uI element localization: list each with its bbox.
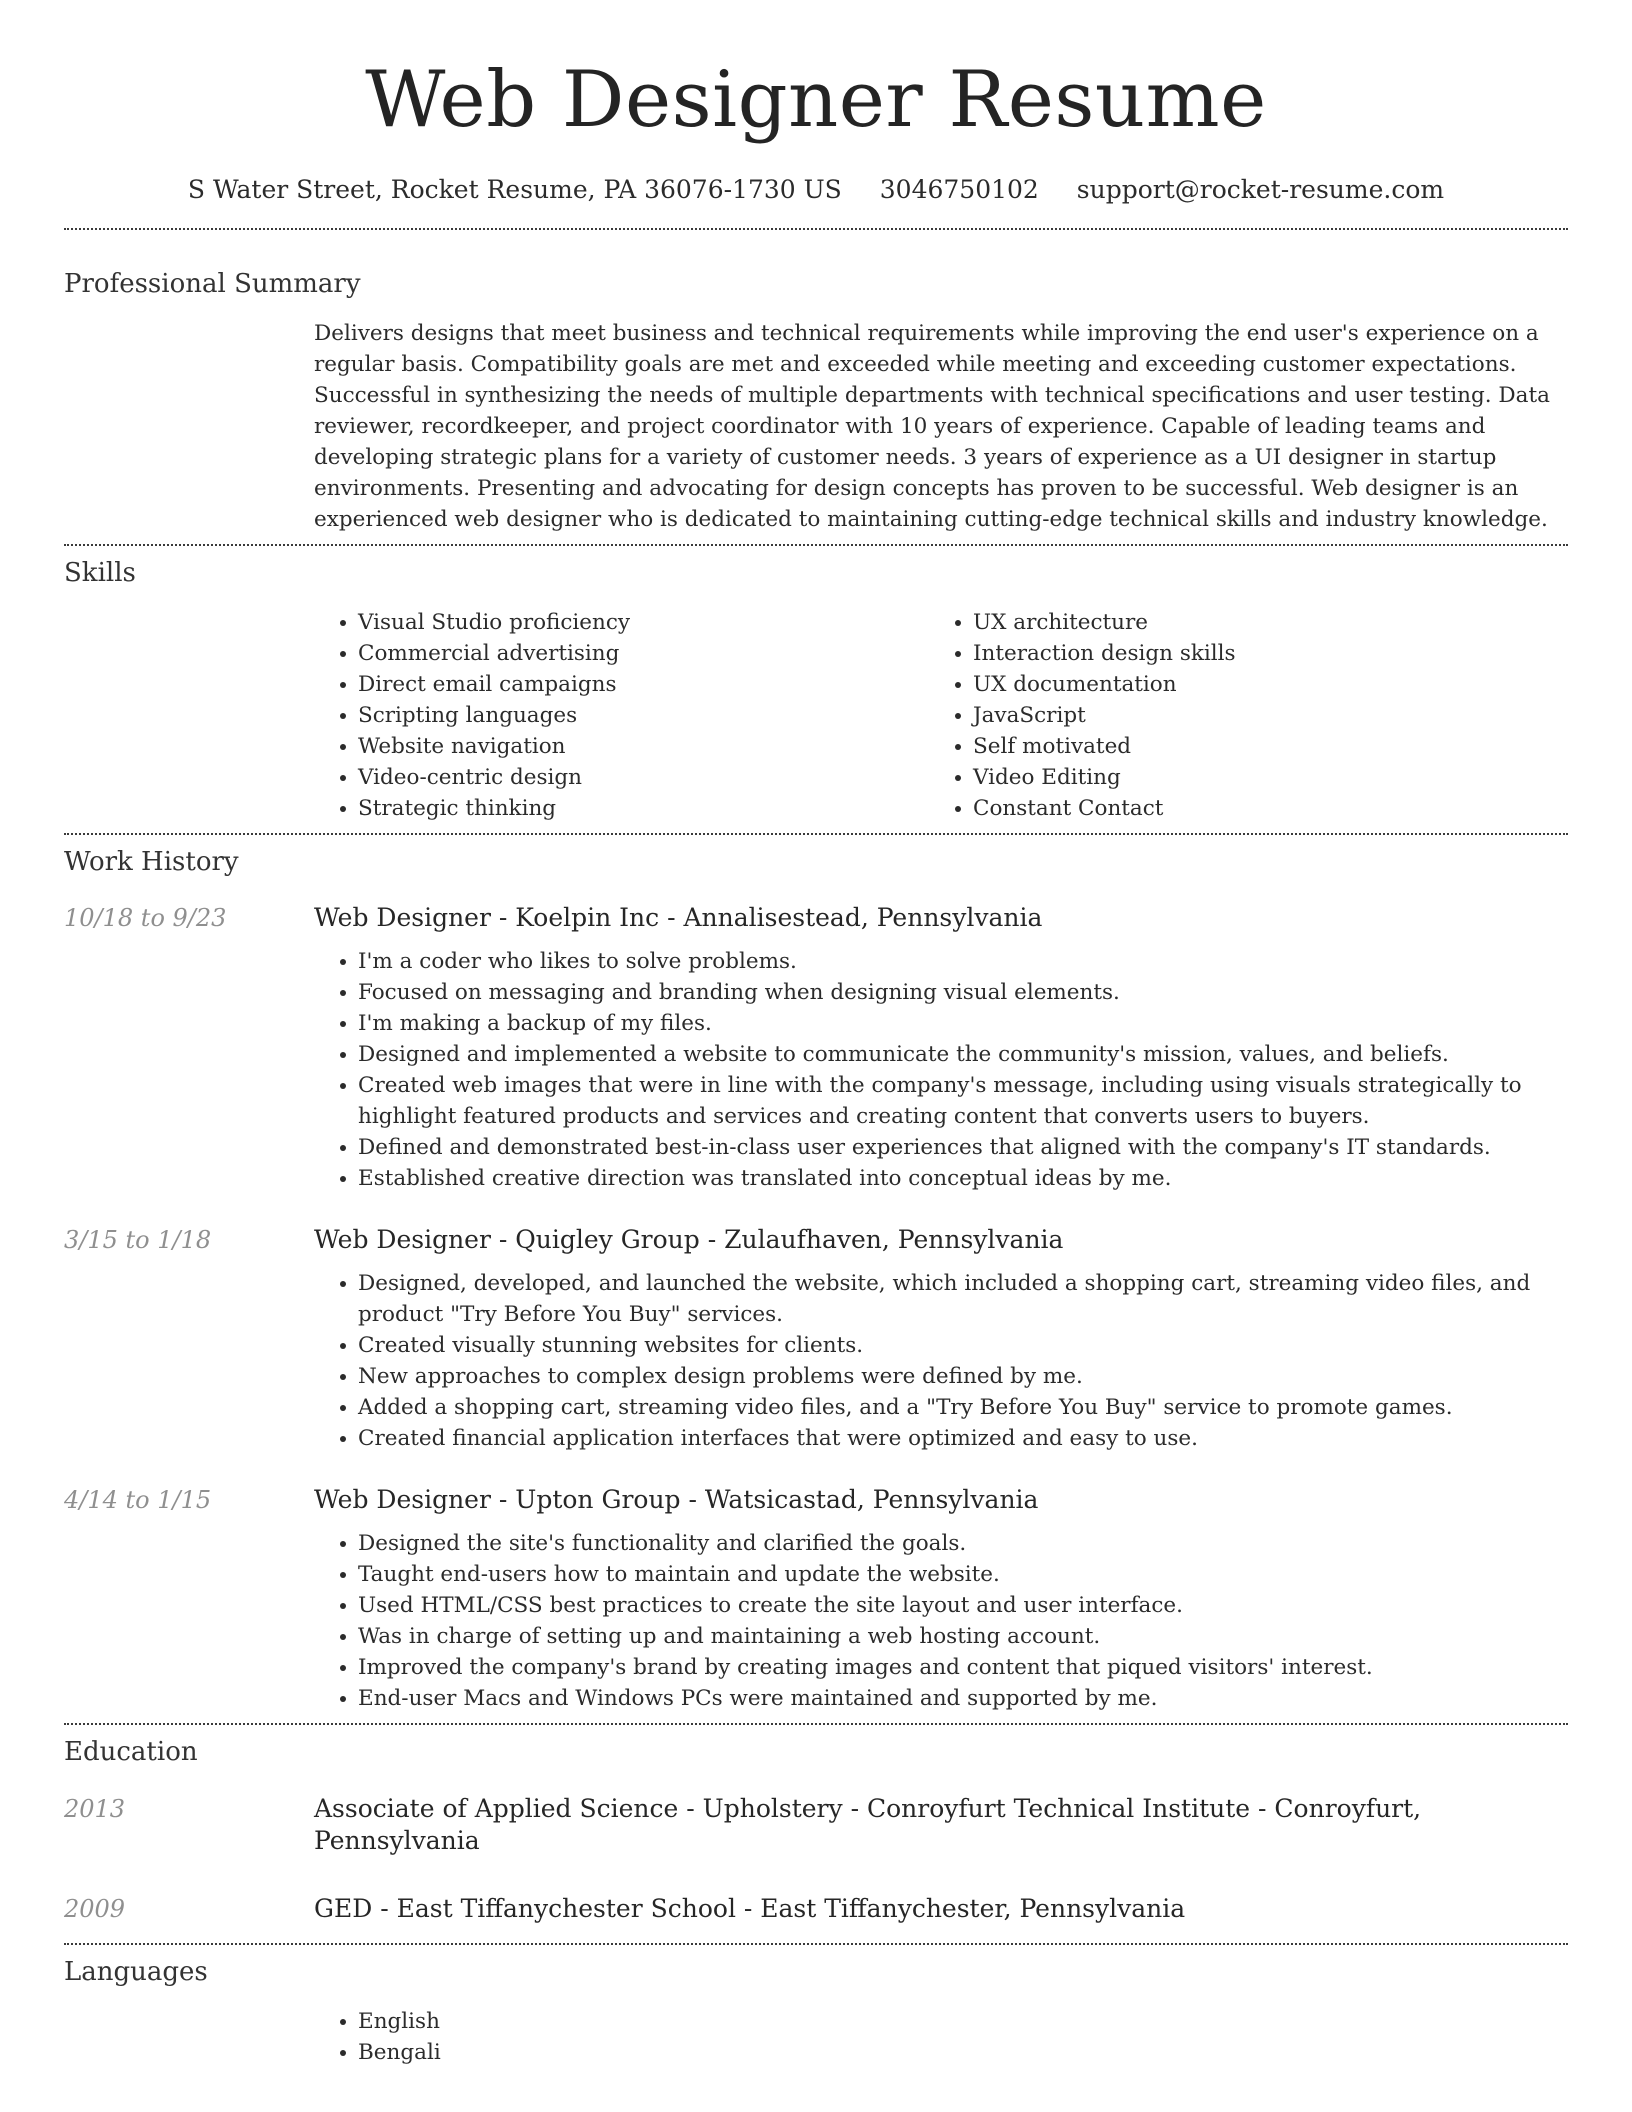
job-bullet: Established creative direction was translated into conceptual ideas by me. <box>342 1163 1568 1194</box>
section-title-skills: Skills <box>64 558 136 588</box>
skill-item: UX architecture <box>957 607 1544 638</box>
education-heading: Associate of Applied Science - Upholstery - Conroyfurt Technical Institute - Conroyfurt, Pennsylvania <box>314 1794 1422 1855</box>
contact-line <box>64 174 1568 206</box>
job-entry <box>64 1484 1568 1516</box>
skill-item: Interaction design skills <box>957 638 1544 669</box>
contact-phone: 3046750102 <box>879 175 1039 204</box>
job-bullet: Designed, developed, and launched the website, which included a shopping cart, streaming video files, and product "Try Before You Buy" services. <box>342 1268 1568 1330</box>
job-heading: Web Designer - Koelpin Inc - Annalisestead, Pennsylvania <box>314 903 1043 932</box>
job-bullet: Taught end-users how to maintain and update the website. <box>342 1559 1568 1590</box>
divider <box>64 228 1568 230</box>
job-bullet: Focused on messaging and branding when designing visual elements. <box>342 977 1568 1008</box>
skill-item: JavaScript <box>957 700 1544 731</box>
skill-item: Website navigation <box>342 731 929 762</box>
job-date: 10/18 to 9/23 <box>64 904 227 932</box>
skill-item: Direct email campaigns <box>342 669 929 700</box>
job-entry <box>64 902 1568 934</box>
divider <box>64 1943 1568 1945</box>
job-bullet: I'm making a backup of my files. <box>342 1008 1568 1039</box>
divider <box>64 833 1568 835</box>
contact-address: S Water Street, Rocket Resume, PA 36076-1730 US <box>187 175 842 204</box>
job-bullet: Added a shopping cart, streaming video files, and a "Try Before You Buy" service to promote games. <box>342 1392 1568 1423</box>
skills-column-left <box>314 607 929 824</box>
contact-email: support@rocket-resume.com <box>1076 175 1445 204</box>
section-title-summary: Professional Summary <box>64 269 361 299</box>
job-bullet: Used HTML/CSS best practices to create the site layout and user interface. <box>342 1590 1568 1621</box>
job-bullets <box>314 1268 1568 1454</box>
language-item: English <box>342 2006 1568 2037</box>
job-bullet: Improved the company's brand by creating images and content that piqued visitors' interest. <box>342 1652 1568 1683</box>
job-heading: Web Designer - Quigley Group - Zulaufhaven, Pennsylvania <box>314 1225 1064 1254</box>
education-entry <box>64 1893 1568 1925</box>
job-bullets <box>314 1528 1568 1714</box>
job-bullet: Created financial application interfaces that were optimized and easy to use. <box>342 1423 1568 1454</box>
job-date: 4/14 to 1/15 <box>64 1486 212 1514</box>
education-date: 2009 <box>64 1895 126 1923</box>
job-bullets <box>314 946 1568 1194</box>
job-bullet: End-user Macs and Windows PCs were maintained and supported by me. <box>342 1683 1568 1714</box>
skill-item: Scripting languages <box>342 700 929 731</box>
job-date: 3/15 to 1/18 <box>64 1226 212 1254</box>
language-item: Bengali <box>342 2037 1568 2068</box>
skills-list <box>314 607 1568 824</box>
skill-item: Strategic thinking <box>342 793 929 824</box>
education-heading: GED - East Tiffanychester School - East Tiffanychester, Pennsylvania <box>314 1894 1186 1923</box>
divider <box>64 1723 1568 1725</box>
skill-item: UX documentation <box>957 669 1544 700</box>
job-entry <box>64 1224 1568 1256</box>
skill-item: Self motivated <box>957 731 1544 762</box>
skill-item: Constant Contact <box>957 793 1544 824</box>
summary-text: Delivers designs that meet business and technical requirements while improving the end user's experience on a regular basis. Compatibility goals are met and exceeded while meeting and exceeding customer expectations. Successful in synthesizing the needs of multiple departments with technical specifications and user testing. Data reviewer, recordkeeper, and project coordinator with 10 years of experience. Capable of leading teams and developing strategic plans for a variety of customer needs. 3 years of experience as a UI designer in startup environments. Presenting and advocating for design concepts has proven to be successful. Web designer is an experienced web designer who is dedicated to maintaining cutting-edge technical skills and industry knowledge. <box>314 321 1550 532</box>
skill-item: Video-centric design <box>342 762 929 793</box>
education-date: 2013 <box>64 1795 126 1823</box>
education-entry <box>64 1793 1568 1857</box>
resume-name: Web Designer Resume <box>365 55 1267 145</box>
job-bullet: I'm a coder who likes to solve problems. <box>342 946 1568 977</box>
job-bullet: Designed the site's functionality and clarified the goals. <box>342 1528 1568 1559</box>
job-heading: Web Designer - Upton Group - Watsicastad, Pennsylvania <box>314 1485 1039 1514</box>
job-bullet: Created visually stunning websites for clients. <box>342 1330 1568 1361</box>
job-bullet: Created web images that were in line with the company's message, including using visuals strategically to highlight featured products and services and creating content that converts users to buyers. <box>342 1070 1568 1132</box>
languages-list <box>314 2006 1568 2068</box>
job-bullet: New approaches to complex design problems were defined by me. <box>342 1361 1568 1392</box>
skills-column-right <box>929 607 1544 824</box>
job-bullet: Was in charge of setting up and maintaining a web hosting account. <box>342 1621 1568 1652</box>
job-bullet: Designed and implemented a website to communicate the community's mission, values, and beliefs. <box>342 1039 1568 1070</box>
section-title-languages: Languages <box>64 1957 208 1987</box>
job-bullet: Defined and demonstrated best-in-class user experiences that aligned with the company's IT standards. <box>342 1132 1568 1163</box>
divider <box>64 544 1568 546</box>
skill-item: Commercial advertising <box>342 638 929 669</box>
resume-header <box>64 0 1568 206</box>
section-title-education: Education <box>64 1737 198 1767</box>
section-title-work: Work History <box>64 847 239 877</box>
skill-item: Video Editing <box>957 762 1544 793</box>
skill-item: Visual Studio proficiency <box>342 607 929 638</box>
